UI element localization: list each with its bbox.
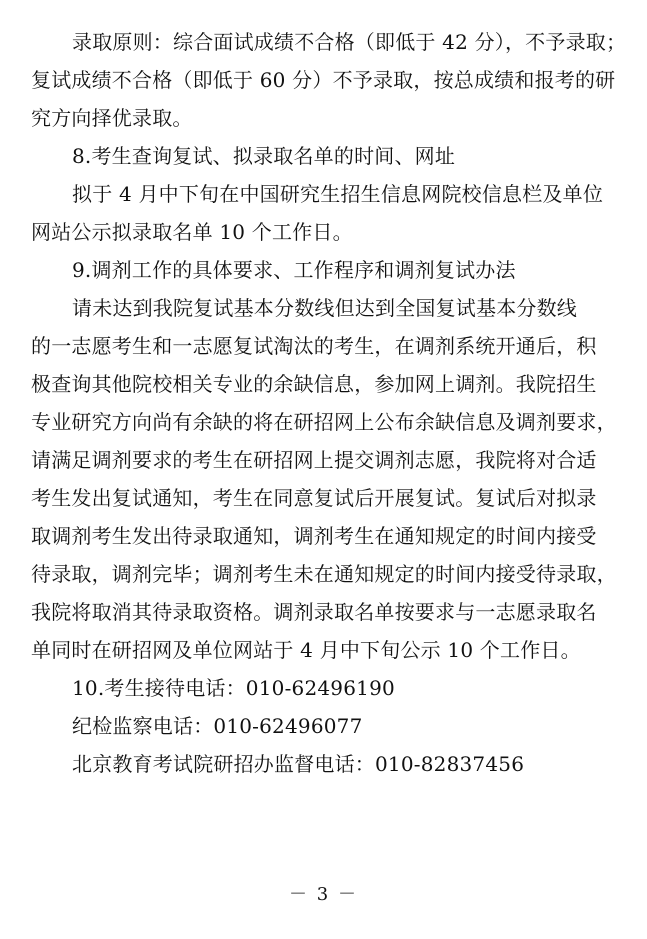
text-line: 究方向择优录取。 (31, 106, 193, 130)
text-line: 的一志愿考生和一志愿复试淘汰的考生，在调剂系统开通后，积 (31, 334, 597, 358)
section-heading: 8.考生查询复试、拟录取名单的时间、网址 (72, 144, 456, 168)
text-line: 专业研究方向尚有余缺的将在研招网上公布余缺信息及调剂要求， (31, 410, 617, 434)
text-line: 单同时在研招网及单位网站于 4 月中下旬公示 10 个工作日。 (31, 638, 581, 662)
text-line: 我院将取消其待录取资格。调剂录取名单按要求与一志愿录取名 (31, 600, 597, 624)
text-line: 取调剂考生发出待录取通知，调剂考生在通知规定的时间内接受 (31, 524, 597, 548)
text-line: 极查询其他院校相关专业的余缺信息，参加网上调剂。我院招生 (31, 372, 597, 396)
text-line: 录取原则：综合面试成绩不合格（即低于 42 分），不予录取； (72, 30, 627, 54)
page-number: － 3 － (289, 884, 358, 905)
contact-reception-phone: 10.考生接待电话：010-62496190 (72, 676, 395, 700)
contact-discipline-phone: 纪检监察电话：010-62496077 (72, 714, 363, 738)
text-line: 请未达到我院复试基本分数线但达到全国复试基本分数线 (72, 296, 577, 320)
text-line: 请满足调剂要求的考生在研招网上提交调剂志愿，我院将对合适 (31, 448, 597, 472)
text-line: 复试成绩不合格（即低于 60 分）不予录取，按总成绩和报考的研 (31, 68, 616, 92)
text-line: 拟于 4 月中下旬在中国研究生招生信息网院校信息栏及单位 (72, 182, 604, 206)
section-heading: 9.调剂工作的具体要求、工作程序和调剂复试办法 (72, 258, 516, 282)
contact-beijing-exam-phone: 北京教育考试院研招办监督电话：010-82837456 (72, 752, 525, 776)
text-line: 考生发出复试通知，考生在同意复试后开展复试。复试后对拟录 (31, 486, 597, 510)
text-line: 网站公示拟录取名单 10 个工作日。 (31, 220, 353, 244)
text-line: 待录取，调剂完毕；调剂考生未在通知规定的时间内接受待录取， (31, 562, 617, 586)
